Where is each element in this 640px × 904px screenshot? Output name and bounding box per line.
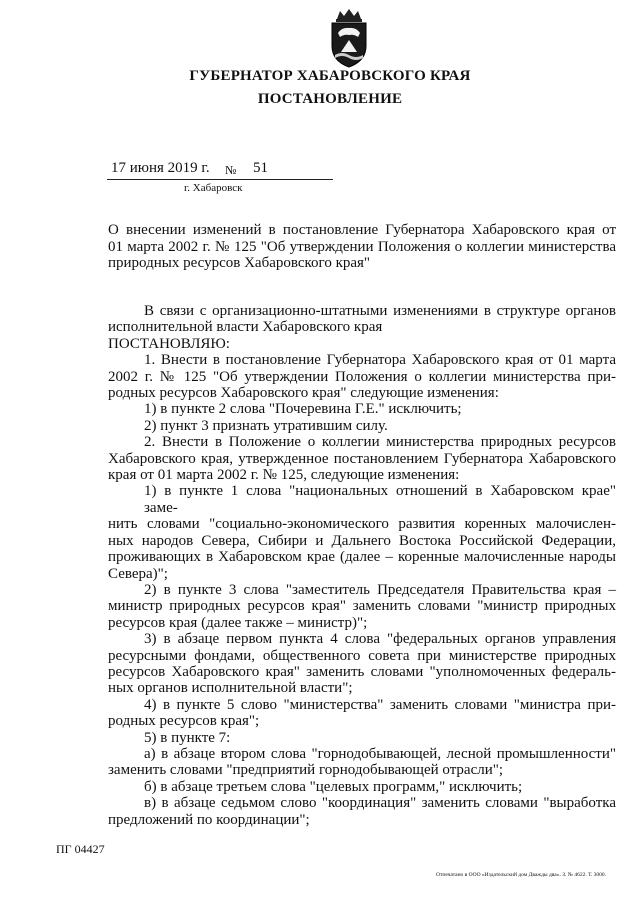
body-line: б) в абзаце третьем слова "целевых программ," исключить; — [144, 778, 523, 795]
body-line: родных ресурсов края"; — [108, 713, 260, 730]
document-body — [108, 303, 616, 828]
body-line: 2. Внести в Положение о коллегии министерства природных ресурсов — [144, 434, 616, 451]
body-line: 3) в абзаце первом пункта 4 слова "федеральных органов управления — [144, 631, 616, 648]
title-line: природных ресурсов Хабаровского края" — [108, 255, 371, 271]
body-line: 1) в пункте 2 слова "Почеревина Г.Е." исключить; — [144, 401, 462, 418]
printer-imprint: Отпечатано в ООО «Издательский дом Дважды два». З. № 4622. Т. 3000. — [436, 872, 607, 878]
body-line: заменить словами "предприятий горнодобывающей отрасли"; — [108, 762, 504, 779]
body-line: ных народов Севера, Сибири и Дальнего Востока Российской Федерации, — [108, 532, 616, 549]
body-line: 1) в пункте 1 слова "национальных отношений в Хабаровском крае" заме- — [144, 483, 616, 516]
body-line: ПОСТАНОВЛЯЮ: — [108, 335, 230, 352]
body-line: министр природных ресурсов края" заменить словами "министр природных — [108, 598, 616, 615]
body-line: Севера)"; — [108, 565, 168, 582]
form-code: ПГ 04427 — [56, 842, 105, 856]
body-line: 5) в пункте 7: — [144, 729, 231, 746]
body-line: проживающих в Хабаровском крае (далее – коренные малочисленные народы — [108, 549, 616, 566]
coat-of-arms-emblem — [322, 6, 376, 70]
body-line: ресурсов края (далее также – министр)"; — [108, 614, 368, 631]
body-line: 4) в пункте 5 слово "министерства" заменить словами "министра при- — [144, 696, 616, 713]
body-line: исполнительной власти Хабаровского края — [108, 319, 383, 336]
body-line: края от 01 марта 2002 г. № 125, следующие изменения: — [108, 467, 460, 484]
body-line: в) в абзаце седьмом слово "координация" заменить словами "выработка — [144, 795, 616, 812]
body-line: ресурсов Хабаровского края" заменить словами "уполномоченных федераль- — [108, 663, 616, 680]
body-line: нить словами "социально-экономического развития коренных малочислен- — [108, 516, 616, 533]
body-line: 2) пункт 3 признать утратившим силу. — [144, 417, 388, 434]
body-line: 2002 г. № 125 "Об утверждении Положения о коллегии министерства при- — [108, 368, 616, 385]
issuer-heading: ГУБЕРНАТОР ХАБАРОВСКОГО КРАЯ — [189, 68, 471, 84]
document-type-heading: ПОСТАНОВЛЕНИЕ — [257, 91, 403, 107]
date-underline — [107, 179, 333, 180]
body-line: ресурсными фондами, общественного совета при министерстве природных — [108, 647, 616, 664]
document-title — [108, 222, 616, 272]
title-line: О внесении изменений в постановление Губернатора Хабаровского края от — [108, 222, 616, 238]
body-line: а) в абзаце втором слова "горнодобывающей, лесной промышленности" — [144, 745, 616, 762]
date-number-row — [107, 160, 333, 182]
document-city: г. Хабаровск — [184, 182, 243, 194]
body-line: ных органов исполнительной власти"; — [108, 680, 353, 697]
title-line: 01 марта 2002 г. № 125 "Об утверждении Положения о коллегии министерства — [108, 238, 616, 255]
number-label: № — [225, 163, 237, 177]
body-line: 2) в пункте 3 слова "заместитель Председателя Правительства края – — [144, 581, 616, 598]
document-date: 17 июня 2019 г. — [111, 160, 210, 176]
body-line: родных ресурсов Хабаровского края" следующие изменения: — [108, 385, 499, 402]
body-line: Хабаровского края, утвержденное постановлением Губернатора Хабаровского — [108, 450, 616, 467]
body-line: предложений по координации"; — [108, 811, 310, 828]
document-number: 51 — [253, 160, 268, 176]
body-line: 1. Внести в постановление Губернатора Хабаровского края от 01 марта — [144, 352, 616, 369]
body-line: В связи с организационно-штатными изменениями в структуре органов — [144, 303, 616, 319]
